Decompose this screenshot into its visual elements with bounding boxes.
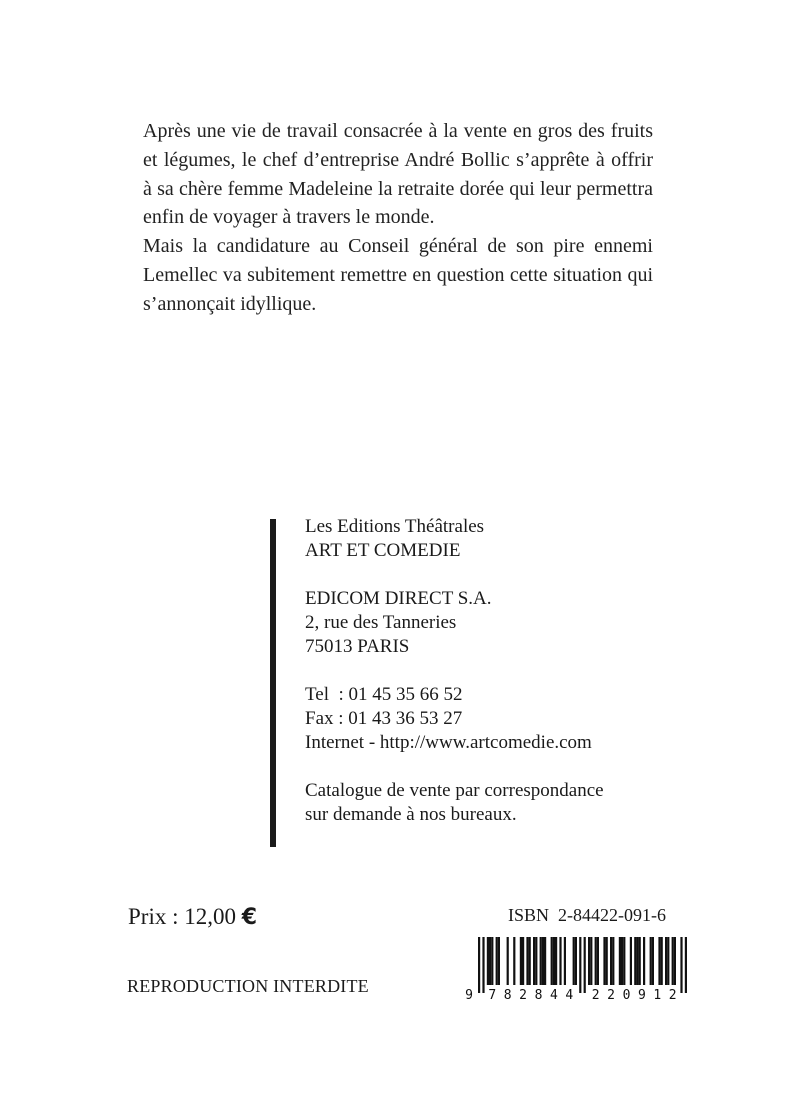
spacer	[305, 563, 665, 587]
publisher-catalogue-2: sur demande à nos bureaux.	[305, 804, 517, 825]
spacer	[305, 659, 665, 683]
barcode-digit: 1	[653, 988, 662, 1003]
publisher-line-2: ART ET COMEDIE	[305, 540, 461, 561]
price-label: Prix : 12,00	[128, 904, 236, 929]
barcode-bar	[603, 937, 605, 985]
barcode-bar	[584, 937, 586, 993]
barcode-digit: 0	[622, 988, 631, 1003]
barcode-bar	[590, 937, 592, 985]
barcode-bar	[588, 937, 590, 985]
synopsis-paragraph-2: Mais la candidature au Conseil général de son pire ennemi Lemellec va subitement remettre en question cette situation qui s’annonçait idyllique.	[143, 235, 653, 315]
barcode-digit: 7	[488, 988, 497, 1003]
publisher-catalogue-1: Catalogue de vente par correspondance	[305, 780, 604, 801]
barcode-bar	[650, 937, 652, 985]
barcode-digit: 2	[668, 988, 677, 1003]
barcode-bar	[665, 937, 667, 985]
barcode-bar	[520, 937, 522, 985]
publisher-tel: Tel : 01 45 35 66 52	[305, 684, 463, 705]
barcode-bar	[564, 937, 566, 985]
barcode-bar	[489, 937, 491, 985]
publisher-fax: Fax : 01 43 36 53 27	[305, 708, 463, 729]
synopsis-paragraph-1: Après une vie de travail consacrée à la vente en gros des fruits et légumes, le chef d’entreprise André Bollic s’apprête à offrir à sa chère femme Madeleine la retraite dorée qui leur permettra enfin de voyager à travers le monde.	[143, 120, 653, 229]
barcode-digit: 4	[565, 988, 574, 1003]
isbn-barcode	[464, 935, 720, 1005]
barcode-bar	[661, 937, 663, 985]
barcode-bar	[612, 937, 614, 985]
publisher-vertical-rule	[270, 519, 276, 847]
barcode-bar	[639, 937, 641, 985]
barcode-bar	[542, 937, 544, 985]
barcode-bar	[658, 937, 660, 985]
barcode-digit: 8	[503, 988, 512, 1003]
price	[128, 903, 257, 932]
barcode-bar	[507, 937, 509, 985]
barcode-digit: 2	[607, 988, 616, 1003]
barcode-bar	[595, 937, 597, 985]
spacer	[305, 755, 665, 779]
publisher-street: 2, rue des Tanneries	[305, 612, 457, 633]
barcode-digit: 9	[637, 988, 646, 1003]
barcode-bar	[555, 937, 557, 985]
barcode-bar	[478, 937, 480, 993]
barcode-digit: 2	[591, 988, 600, 1003]
barcode-bar	[621, 937, 623, 985]
barcode-bar	[579, 937, 581, 993]
barcode-bar	[491, 937, 493, 985]
barcode-bar	[544, 937, 546, 985]
barcode-bar	[643, 937, 645, 985]
back-cover-synopsis	[143, 117, 653, 319]
barcode-bar	[496, 937, 498, 985]
barcode-bar	[623, 937, 625, 985]
barcode-digit: 4	[549, 988, 558, 1003]
barcode-bar	[513, 937, 515, 985]
barcode-bar	[597, 937, 599, 985]
barcode-bar	[529, 937, 531, 985]
barcode-bar	[535, 937, 537, 985]
barcode-bar	[498, 937, 500, 985]
barcode-bar	[652, 937, 654, 985]
barcode-bar	[551, 937, 553, 985]
barcode-bar	[606, 937, 608, 985]
reproduction-notice: REPRODUCTION INTERDITE	[127, 976, 369, 996]
barcode-bar	[619, 937, 621, 985]
barcode-bar	[636, 937, 638, 985]
barcode-bar	[575, 937, 577, 985]
publisher-city: 75013 PARIS	[305, 636, 410, 657]
barcode-bar	[667, 937, 669, 985]
barcode-bar	[630, 937, 632, 985]
barcode-bar	[526, 937, 528, 985]
barcode-bar	[672, 937, 674, 985]
barcode-digit: 9	[465, 988, 473, 1003]
barcode-bar	[540, 937, 542, 985]
barcode-digit: 8	[534, 988, 543, 1003]
barcode-bar	[553, 937, 555, 985]
barcode-bar	[674, 937, 676, 985]
publisher-internet: Internet - http://www.artcomedie.com	[305, 732, 592, 753]
barcode-bar	[487, 937, 489, 985]
publisher-info	[305, 515, 665, 827]
barcode-bar	[573, 937, 575, 985]
euro-currency-symbol: €	[241, 905, 258, 930]
barcode-digit: 2	[519, 988, 528, 1003]
barcode-bar	[482, 937, 484, 993]
barcode-bar	[559, 937, 561, 985]
barcode-graphic	[464, 935, 720, 1005]
barcode-bar	[533, 937, 535, 985]
barcode-bar	[522, 937, 524, 985]
isbn-number: ISBN 2-84422-091-6	[508, 905, 666, 925]
barcode-bar	[610, 937, 612, 985]
publisher-company: EDICOM DIRECT S.A.	[305, 588, 492, 609]
barcode-bar	[634, 937, 636, 985]
barcode-bar	[680, 937, 682, 993]
barcode-bar	[685, 937, 687, 993]
publisher-line-1: Les Editions Théâtrales	[305, 516, 485, 537]
